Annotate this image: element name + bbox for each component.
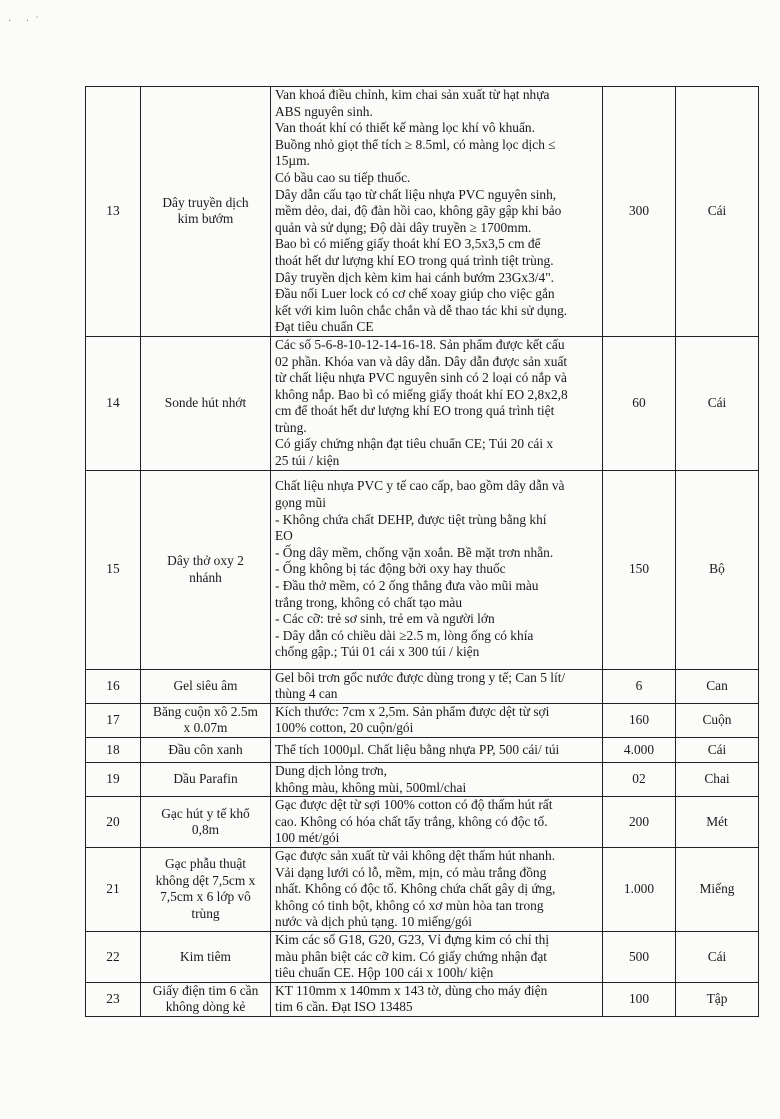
item-name xyxy=(141,797,271,848)
item-quantity: 1.000 xyxy=(603,848,676,932)
description-line: Gel bôi trơn gốc nước được dùng trong y tế; Can 5 lít/ xyxy=(275,669,566,685)
description-line: màu phân biệt các cỡ kim. Có giấy chứng nhận đạt xyxy=(275,948,548,964)
description-line: thoát hết dư lượng khí EO trong quá trình tiệt trùng. xyxy=(275,252,554,268)
description-line: gọng mũi xyxy=(275,494,326,510)
description-line: không có tinh bột, không có xơ mùn hòa tan trong xyxy=(275,897,544,913)
description-line: Vải dạng lưới có lỗ, mềm, mịn, có màu trắng đồng xyxy=(275,864,547,880)
table-row xyxy=(86,669,759,703)
description-line: không nắp. Bao bì có miếng giấy thoát khí EO 2,8x2,8 xyxy=(275,386,568,402)
item-description xyxy=(271,738,603,763)
item-name-line: Gạc hút y tế khổ xyxy=(161,805,250,821)
description-line: Kim các số G18, G20, G23, Vỉ đựng kim có chỉ thị xyxy=(275,931,550,947)
table-row xyxy=(86,797,759,848)
item-name-line: không dòng kẻ xyxy=(165,999,246,1015)
description-line: Đầu nối Luer lock có cơ chế xoay giúp cho việc gắn xyxy=(275,286,555,302)
item-unit: Cái xyxy=(676,336,759,470)
item-number: 20 xyxy=(86,797,141,848)
item-description xyxy=(271,703,603,737)
item-name xyxy=(141,738,271,763)
description-line: từ chất liệu nhựa PVC nguyên sinh có 2 loại có nắp và xyxy=(275,370,567,386)
description-line: 100 mét/gói xyxy=(275,830,340,846)
item-name-line: Gel siêu âm xyxy=(173,677,238,693)
description-line: Có bầu cao su tiếp thuốc. xyxy=(275,169,411,185)
table-row xyxy=(86,738,759,763)
item-number: 15 xyxy=(86,470,141,669)
description-line: trùng. xyxy=(275,419,307,435)
item-name xyxy=(141,848,271,932)
item-name xyxy=(141,982,271,1016)
item-unit: Tập xyxy=(676,982,759,1016)
item-name-line: 0,8m xyxy=(191,822,220,838)
item-number: 18 xyxy=(86,738,141,763)
table-row xyxy=(86,470,759,669)
item-name-line: trùng xyxy=(191,906,220,922)
item-number: 13 xyxy=(86,87,141,337)
description-line: Gạc được sản xuất từ vải không dệt thấm hút nhanh. xyxy=(275,848,556,863)
item-description xyxy=(271,848,603,932)
description-line: Các số 5-6-8-10-12-14-16-18. Sản phẩm được kết cấu xyxy=(275,336,565,352)
item-name xyxy=(141,470,271,669)
item-quantity: 6 xyxy=(603,669,676,703)
table-row xyxy=(86,336,759,470)
description-line: 100% cotton, 20 cuộn/gói xyxy=(275,720,414,736)
item-number: 17 xyxy=(86,703,141,737)
description-line: Bao bì có miếng giấy thoát khí EO 3,5x3,5 cm để xyxy=(275,236,541,252)
item-quantity: 60 xyxy=(603,336,676,470)
item-name-line: Đầu côn xanh xyxy=(168,741,243,757)
item-name xyxy=(141,763,271,797)
description-line: tiêu chuẩn CE. Hộp 100 cái x 100h/ kiện xyxy=(275,965,494,981)
item-unit: Bộ xyxy=(676,470,759,669)
table-row xyxy=(86,763,759,797)
description-line: Kích thước: 7cm x 2,5m. Sản phẩm được dệt từ sợi xyxy=(275,703,550,719)
item-name-line: Dây truyền dịch xyxy=(162,194,249,210)
item-description xyxy=(271,470,603,669)
item-name xyxy=(141,669,271,703)
item-description xyxy=(271,336,603,470)
item-quantity: 100 xyxy=(603,982,676,1016)
item-description xyxy=(271,931,603,982)
description-line: Thể tích 1000µl. Chất liệu bằng nhựa PP, 500 cái/ túi xyxy=(275,741,560,757)
description-line: Có giấy chứng nhận đạt tiêu chuẩn CE; Túi 20 cái x xyxy=(275,436,554,452)
item-quantity: 150 xyxy=(603,470,676,669)
item-unit: Chai xyxy=(676,763,759,797)
item-name xyxy=(141,87,271,337)
item-unit: Cái xyxy=(676,738,759,763)
item-quantity: 4.000 xyxy=(603,738,676,763)
item-unit: Miếng xyxy=(676,848,759,932)
item-unit: Cái xyxy=(676,931,759,982)
description-line: tim 6 cần. Đạt ISO 13485 xyxy=(275,999,413,1015)
table-row xyxy=(86,848,759,932)
item-number: 14 xyxy=(86,336,141,470)
description-line: trắng trong, không có chất tạo màu xyxy=(275,594,463,610)
description-line: 02 phần. Khóa van và dây dẫn. Dây dẫn được sản xuất xyxy=(275,353,568,369)
description-line: thùng 4 can xyxy=(275,686,338,702)
item-description xyxy=(271,87,603,337)
item-name-line: Dây thở oxy 2 xyxy=(167,553,244,569)
item-name-line: Gạc phẫu thuật xyxy=(164,856,247,872)
item-number: 19 xyxy=(86,763,141,797)
item-name-line: 7,5cm x 6 lớp vô xyxy=(160,889,251,905)
description-line: chống gập.; Túi 01 cái x 300 túi / kiện xyxy=(275,644,480,660)
description-line: kết với kim luôn chắc chắn và dễ thao tác khi sử dụng. xyxy=(275,302,568,318)
item-description xyxy=(271,797,603,848)
description-line: - Các cỡ: trẻ sơ sinh, trẻ em và người lớn xyxy=(275,611,495,627)
item-quantity: 200 xyxy=(603,797,676,848)
description-line: Van thoát khí có thiết kế màng lọc khí vô khuẩn. xyxy=(275,120,535,136)
item-description xyxy=(271,669,603,703)
description-line: quản và sử dụng; Độ dài dây truyền ≥ 1700mm. xyxy=(275,219,532,235)
item-unit: Can xyxy=(676,669,759,703)
description-line: EO xyxy=(275,528,293,544)
description-line: 15µm. xyxy=(275,153,310,169)
supply-table xyxy=(85,86,759,1017)
description-line: - Đầu thở mềm, có 2 ống thẳng đưa vào mũi màu xyxy=(275,577,539,593)
description-line: KT 110mm x 140mm x 143 tờ, dùng cho máy điện xyxy=(275,982,548,998)
description-line: Chất liệu nhựa PVC y tế cao cấp, bao gồm dây dẫn và xyxy=(275,478,565,494)
description-line: cao. Không có hóa chất tẩy trắng, không có độc tố. xyxy=(275,813,548,829)
item-name-line: Kim tiêm xyxy=(180,948,231,964)
item-name xyxy=(141,336,271,470)
description-line: 25 túi / kiện xyxy=(275,453,340,469)
item-number: 21 xyxy=(86,848,141,932)
item-unit: Mét xyxy=(676,797,759,848)
item-name-line: Băng cuộn xô 2.5m xyxy=(153,703,258,719)
description-line: - Ống dây mềm, chống vặn xoắn. Bề mặt trơn nhẵn. xyxy=(275,544,554,560)
item-name-line: không dệt 7,5cm x xyxy=(155,872,256,888)
corner-mark: · ·´ xyxy=(8,16,45,27)
item-name-line: Giấy điện tim 6 cần xyxy=(152,982,259,998)
table-row xyxy=(86,982,759,1016)
item-description xyxy=(271,763,603,797)
description-line: Dây dẫn cấu tạo từ chất liệu nhựa PVC nguyên sinh, xyxy=(275,186,557,202)
item-unit: Cái xyxy=(676,87,759,337)
description-line: Van khoá điều chỉnh, kim chai sản xuất từ hạt nhựa xyxy=(275,87,550,102)
item-description xyxy=(271,982,603,1016)
item-name-line: Sonde hút nhớt xyxy=(164,394,247,410)
table-row xyxy=(86,703,759,737)
item-quantity: 02 xyxy=(603,763,676,797)
description-line: - Dây dẫn có chiều dài ≥2.5 m, lòng ống có khía xyxy=(275,627,534,643)
item-name xyxy=(141,931,271,982)
description-line: Buồng nhỏ giọt thể tích ≥ 8.5ml, có màng lọc dịch ≤ xyxy=(275,136,556,152)
item-number: 16 xyxy=(86,669,141,703)
item-quantity: 160 xyxy=(603,703,676,737)
item-number: 23 xyxy=(86,982,141,1016)
item-name-line: nhánh xyxy=(189,569,222,585)
description-line: - Không chứa chất DEHP, được tiệt trùng bằng khí xyxy=(275,511,547,527)
description-line: Đạt tiêu chuẩn CE xyxy=(275,319,374,335)
description-line: ABS nguyên sinh. xyxy=(275,103,373,119)
description-line: cm để thoát hết dư lượng khí EO trong quá trình tiệt xyxy=(275,403,555,419)
description-line: nhất. Không có độc tố. Không chứa chất gây dị ứng, xyxy=(275,881,556,897)
item-quantity: 500 xyxy=(603,931,676,982)
description-line: mềm dẻo, dai, độ đàn hồi cao, không gãy gập khi bảo xyxy=(275,203,562,219)
item-name xyxy=(141,703,271,737)
table-row xyxy=(86,931,759,982)
item-unit: Cuộn xyxy=(676,703,759,737)
description-line: không màu, không mùi, 500ml/chai xyxy=(275,779,467,795)
description-line: - Ống không bị tác động bởi oxy hay thuốc xyxy=(275,561,506,577)
item-number: 22 xyxy=(86,931,141,982)
description-line: Gạc được dệt từ sợi 100% cotton có độ thấm hút rất xyxy=(275,797,553,813)
item-name-line: Dầu Parafin xyxy=(173,771,238,787)
item-quantity: 300 xyxy=(603,87,676,337)
description-line: nước và dịch phủ tạng. 10 miếng/gói xyxy=(275,914,472,930)
item-name-line: kim bướm xyxy=(177,211,234,227)
item-name-line: x 0.07m xyxy=(183,720,228,736)
table-row xyxy=(86,87,759,337)
description-line: Dung dịch lỏng trơn, xyxy=(275,763,387,779)
description-line: Dây truyền dịch kèm kim hai cánh bướm 23Gx3/4". xyxy=(275,269,555,285)
